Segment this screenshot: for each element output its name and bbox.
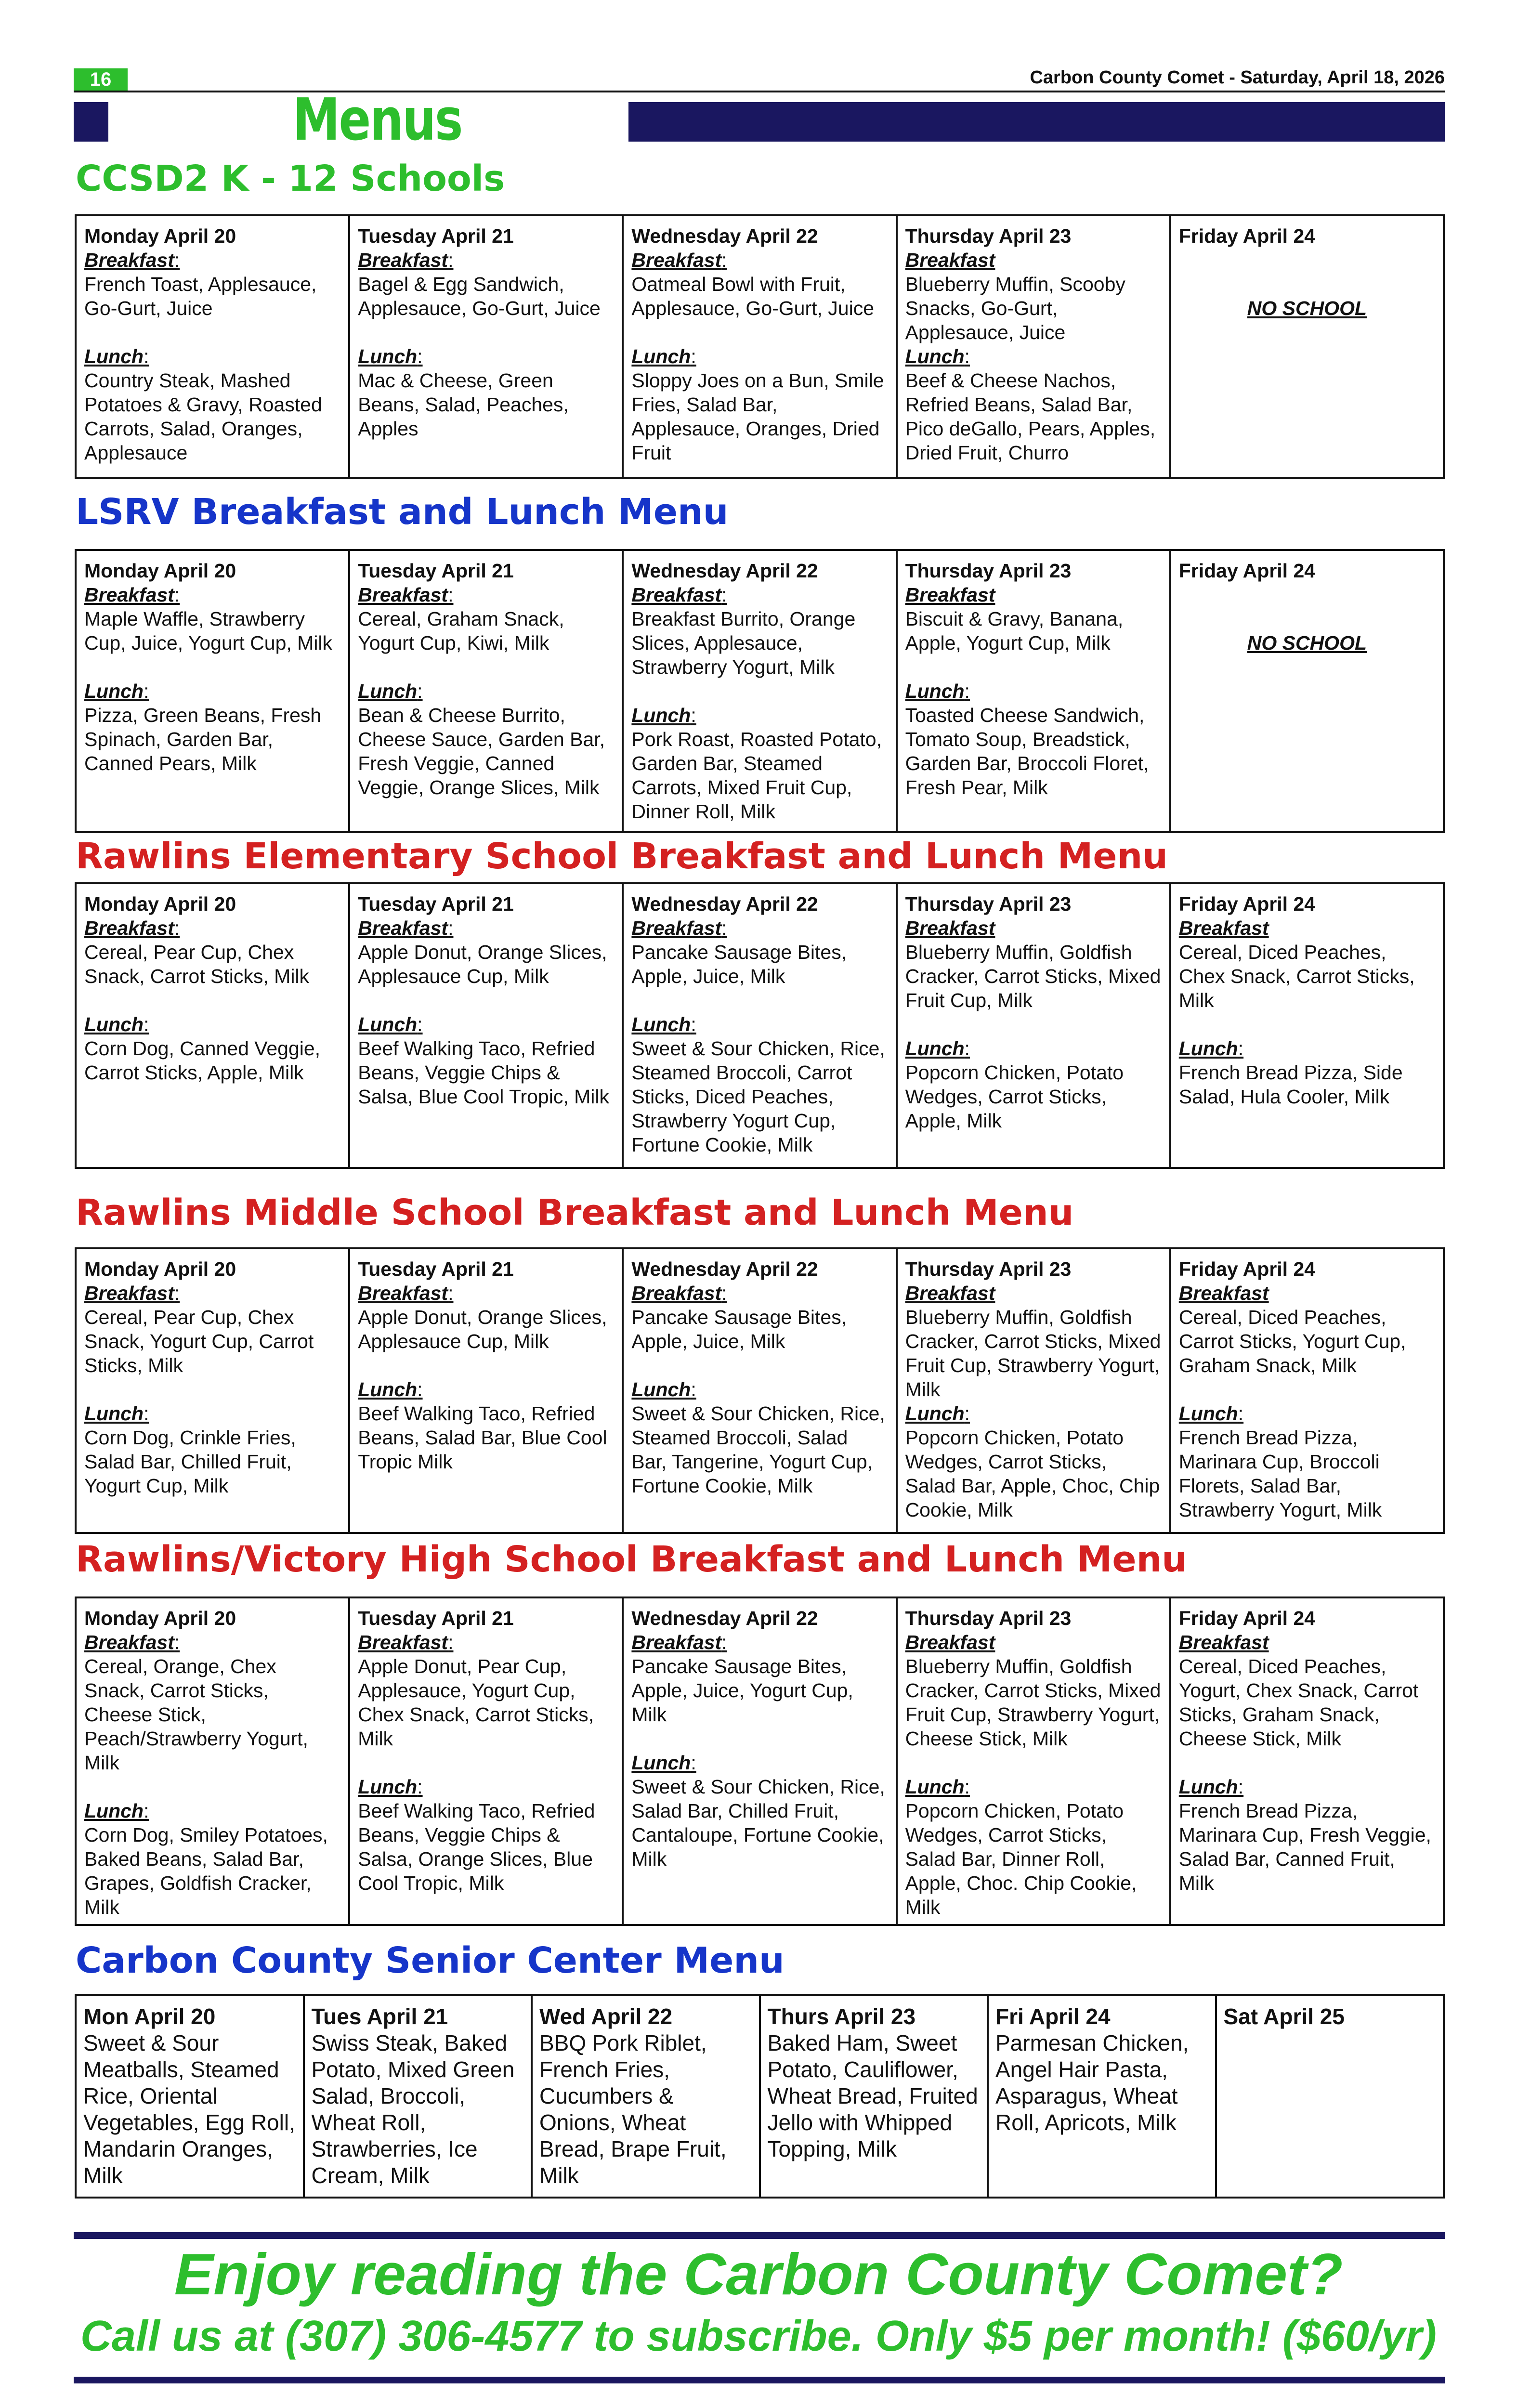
day-heading: Wednesday April 22 [631,560,818,582]
day-cell [1170,883,1444,1168]
lunch-label-text: Lunch [905,1402,965,1425]
day-heading: Tuesday April 21 [358,1258,514,1280]
breakfast-label [358,916,614,940]
senior-day-heading [83,2003,296,2030]
lunch-label-text: Lunch [905,345,965,367]
senior-day-cell [988,1995,1216,2198]
breakfast-label-text: Breakfast [905,917,995,939]
breakfast-label [358,583,614,607]
breakfast-items: Cereal, Graham Snack, Yogurt Cup, Kiwi, Milk [358,608,564,654]
day-heading: Wednesday April 22 [631,893,818,915]
lunch-items: Country Steak, Mashed Potatoes & Gravy, Roasted Carrots, Salad, Oranges, Applesauce [84,369,322,464]
breakfast-label-text: Breakfast [358,584,448,606]
breakfast-items: Cereal, Pear Cup, Chex Snack, Yogurt Cup, Carrot Sticks, Milk [84,1306,314,1376]
section-title-ccsd2: CCSD2 K - 12 Schools [76,158,505,199]
day-heading: Friday April 24 [1178,1258,1316,1280]
lunch-label-text: Lunch [84,680,144,702]
promo-rule-top [74,2232,1445,2239]
day-cell [1170,215,1444,478]
lunch-label: Lunch: [358,680,423,702]
day-cell [1170,550,1444,832]
day-heading: Wednesday April 22 [631,1607,818,1629]
day-heading: Monday April 20 [84,1258,236,1280]
breakfast-label-text: Breakfast [631,1631,722,1653]
breakfast-items: Blueberry Muffin, Goldfish Cracker, Carrot Sticks, Mixed Fruit Cup, Strawberry Yogurt, Cheese Stick, Milk [905,1655,1161,1750]
lunch-label-text: Lunch [631,1013,691,1035]
day-heading: Friday April 24 [1178,1607,1316,1629]
no-school-note: NO SCHOOL [1247,297,1367,319]
menu-table-ccsd2 [75,214,1445,479]
spacer [84,320,340,344]
lunch-label: Lunch: [631,1013,696,1035]
promo-headline: Enjoy reading the Carbon County Comet? [174,2241,1343,2307]
section-title-rawlins-middle: Rawlins Middle School Breakfast and Lunch Menu [76,1192,1074,1233]
breakfast-label [905,583,1162,607]
breakfast-label-sep: : [721,1282,727,1304]
lunch-label: Lunch: [631,345,696,367]
senior-menu-items: Baked Ham, Sweet Potato, Cauliflower, Wheat Bread, Fruited Jello with Whipped Topping, Milk [767,2030,978,2161]
breakfast-items: Maple Waffle, Strawberry Cup, Juice, Yogurt Cup, Milk [84,608,333,654]
day-cell [623,550,896,832]
lunch-label-text: Lunch [84,1402,144,1425]
breakfast-label-text: Breakfast [1178,917,1269,939]
spacer [358,988,614,1012]
spacer [631,320,888,344]
breakfast-label-sep: : [174,249,180,271]
senior-day-heading [312,2003,524,2030]
day-cell [623,1248,896,1533]
breakfast-items: French Toast, Applesauce, Go-Gurt, Juice [84,273,317,319]
spacer [905,1751,1162,1775]
spacer [1179,1377,1435,1401]
menu-row [76,1995,1444,2198]
breakfast-items: Apple Donut, Orange Slices, Applesauce Cup, Milk [358,941,607,987]
day-cell [349,883,623,1168]
senior-day-date: April 20 [134,2004,216,2029]
lunch-label: Lunch: [84,1800,149,1822]
day-cell [623,883,896,1168]
day-heading: Tuesday April 21 [358,225,514,247]
menu-table-senior-center [75,1994,1445,2199]
lunch-label: Lunch: [631,1752,696,1774]
lunch-label-text: Lunch [1178,1402,1238,1425]
day-cell [76,1248,349,1533]
lunch-label: Lunch: [84,345,149,367]
senior-menu-items: Swiss Steak, Baked Potato, Mixed Green Salad, Broccoli, Wheat Roll, Strawberries, Ice Cream, Milk [311,2030,515,2188]
spacer [631,988,888,1012]
breakfast-label [905,916,1162,940]
senior-day-name: Fri [995,2004,1024,2029]
day-cell [349,550,623,832]
breakfast-items: Blueberry Muffin, Scooby Snacks, Go-Gurt, Applesauce, Juice [905,273,1125,343]
day-cell [76,550,349,832]
lunch-items: Mac & Cheese, Green Beans, Salad, Peaches, Apples [358,369,569,440]
senior-menu-items: Sweet & Sour Meatballs, Steamed Rice, Oriental Vegetables, Egg Roll, Mandarin Oranges, Milk [83,2030,295,2188]
lunch-label-text: Lunch [631,704,691,726]
promo-subscribe-line: Call us at (307) 306-4577 to subscribe. Only $5 per month! ($60/yr) [80,2312,1437,2360]
section-title-senior-center: Carbon County Senior Center Menu [76,1940,785,1981]
lunch-items: Corn Dog, Smiley Potatoes, Baked Beans, Salad Bar, Grapes, Goldfish Cracker, Milk [84,1824,328,1918]
senior-day-cell [760,1995,988,2198]
lunch-label-text: Lunch [84,1800,144,1822]
breakfast-label [631,916,888,940]
lunch-label-text: Lunch [905,1037,965,1060]
lunch-label-text: Lunch [905,680,965,702]
senior-day-heading [768,2003,981,2030]
spacer [905,655,1162,679]
no-school-note: NO SCHOOL [1247,632,1367,654]
breakfast-label-sep: : [721,1631,727,1653]
spacer [358,1751,614,1775]
promo-rule-bottom [74,2377,1445,2383]
breakfast-items: Oatmeal Bowl with Fruit, Applesauce, Go-Gurt, Juice [631,273,875,319]
lunch-label: Lunch: [358,1013,423,1035]
senior-day-name: Wed [539,2004,586,2029]
breakfast-label-text: Breakfast [631,1282,722,1304]
day-cell [897,1597,1170,1925]
lunch-items: French Bread Pizza, Marinara Cup, Broccoli Florets, Salad Bar, Strawberry Yogurt, Milk [1178,1426,1382,1521]
lunch-items: Bean & Cheese Burrito, Cheese Sauce, Garden Bar, Fresh Veggie, Canned Veggie, Orange Slices, Milk [358,704,605,798]
spacer [631,679,888,703]
breakfast-items: Bagel & Egg Sandwich, Applesauce, Go-Gurt, Juice [358,273,601,319]
breakfast-label-sep: : [174,1631,180,1653]
breakfast-label [905,248,1162,272]
senior-day-date: April 22 [591,2004,673,2029]
menu-table-rawlins-elementary [75,882,1445,1169]
breakfast-label [1179,916,1435,940]
spacer [84,655,340,679]
section-title-rawlins-elementary: Rawlins Elementary School Breakfast and Lunch Menu [76,836,1168,877]
lunch-label: Lunch: [358,1776,423,1798]
lunch-items: Toasted Cheese Sandwich, Tomato Soup, Breadstick, Garden Bar, Broccoli Floret, Fresh Pear, Milk [905,704,1149,798]
breakfast-label [84,583,340,607]
lunch-items: French Bread Pizza, Marinara Cup, Fresh Veggie, Salad Bar, Canned Fruit, Milk [1178,1800,1431,1894]
lunch-items: Popcorn Chicken, Potato Wedges, Carrot Sticks, Salad Bar, Apple, Choc, Chip Cookie, Milk [905,1426,1160,1521]
menu-row [76,1248,1444,1533]
senior-menu-items: Parmesan Chicken, Angel Hair Pasta, Asparagus, Wheat Roll, Apricots, Milk [995,2030,1189,2135]
lunch-label-text: Lunch [1178,1037,1238,1060]
day-cell [897,883,1170,1168]
lunch-label: Lunch: [905,680,970,702]
breakfast-label-text: Breakfast [905,1282,995,1304]
day-heading: Monday April 20 [84,893,236,915]
lunch-label-text: Lunch [358,1776,418,1798]
day-heading: Thursday April 23 [905,560,1072,582]
breakfast-label-text: Breakfast [1178,1631,1269,1653]
lunch-label: Lunch: [631,1378,696,1400]
spacer [84,1377,340,1401]
menu-table-lsrv [75,549,1445,833]
breakfast-label-sep: : [448,1282,454,1304]
senior-day-heading [995,2003,1208,2030]
day-heading: Monday April 20 [84,225,236,247]
breakfast-label-sep: : [448,249,454,271]
spacer [84,988,340,1012]
lunch-label-text: Lunch [631,1378,691,1400]
day-cell [897,1248,1170,1533]
senior-day-date: April 21 [366,2004,448,2029]
breakfast-items: Cereal, Diced Peaches, Carrot Sticks, Yogurt Cup, Graham Snack, Milk [1178,1306,1406,1376]
lunch-items: Beef Walking Taco, Refried Beans, Veggie Chips & Salsa, Blue Cool Tropic, Milk [358,1037,609,1108]
lunch-label: Lunch: [905,345,970,367]
spacer [84,1775,340,1799]
breakfast-label-sep: : [174,584,180,606]
header-block-left [74,102,108,142]
breakfast-label [905,1630,1162,1654]
breakfast-items: Biscuit & Gravy, Banana, Apple, Yogurt Cup, Milk [905,608,1124,654]
breakfast-label-text: Breakfast [84,1631,174,1653]
breakfast-label [1179,1281,1435,1305]
day-heading: Monday April 20 [84,1607,236,1629]
lunch-label: Lunch: [358,1378,423,1400]
page-title: Menus [293,87,462,154]
breakfast-items: Apple Donut, Pear Cup, Applesauce, Yogurt Cup, Chex Snack, Carrot Sticks, Milk [358,1655,594,1750]
lunch-items: Sweet & Sour Chicken, Rice, Steamed Broccoli, Salad Bar, Tangerine, Yogurt Cup, Fortune Cookie, Milk [631,1402,885,1497]
day-heading: Tuesday April 21 [358,893,514,915]
lunch-label-text: Lunch [358,680,418,702]
breakfast-label-text: Breakfast [358,1631,448,1653]
breakfast-items: Cereal, Orange, Chex Snack, Carrot Sticks, Cheese Stick, Peach/Strawberry Yogurt, Milk [84,1655,308,1774]
senior-day-name: Sat [1223,2004,1258,2029]
senior-day-name: Tues [311,2004,362,2029]
breakfast-label [1179,1630,1435,1654]
lunch-items: Pizza, Green Beans, Fresh Spinach, Garden Bar, Canned Pears, Milk [84,704,322,774]
breakfast-label-text: Breakfast [1178,1282,1269,1304]
senior-day-date: April 24 [1029,2004,1111,2029]
menu-table-rawlins-victory-high [75,1597,1445,1926]
day-cell [349,215,623,478]
lunch-label: Lunch: [905,1776,970,1798]
breakfast-label-text: Breakfast [905,584,995,606]
breakfast-label-sep: : [721,584,727,606]
day-heading: Thursday April 23 [905,893,1072,915]
breakfast-label-text: Breakfast [631,249,722,271]
day-heading: Friday April 24 [1178,893,1316,915]
breakfast-label [631,1281,888,1305]
lunch-label-text: Lunch [631,1752,691,1774]
lunch-label-text: Lunch [1178,1776,1238,1798]
lunch-label: Lunch: [631,704,696,726]
spacer [631,1727,888,1751]
menu-row [76,883,1444,1168]
lunch-items: Sweet & Sour Chicken, Rice, Steamed Broccoli, Carrot Sticks, Diced Peaches, Strawberry Yogurt Cup, Fortune Cookie, Milk [631,1037,885,1156]
breakfast-label [358,248,614,272]
senior-day-name: Mon [83,2004,129,2029]
breakfast-label-sep: : [448,917,454,939]
day-cell [76,883,349,1168]
day-heading: Wednesday April 22 [631,1258,818,1280]
senior-day-cell [532,1995,760,2198]
lunch-items: Beef & Cheese Nachos, Refried Beans, Salad Bar, Pico deGallo, Pears, Apples, Dried Fruit, Churro [905,369,1156,464]
lunch-label: Lunch: [1178,1037,1244,1060]
breakfast-label [631,248,888,272]
spacer [1179,1012,1435,1036]
lunch-label-text: Lunch [84,1013,144,1035]
breakfast-label-text: Breakfast [631,584,722,606]
lunch-items: Beef Walking Taco, Refried Beans, Salad Bar, Blue Cool Tropic Milk [358,1402,607,1473]
breakfast-label-text: Breakfast [84,249,174,271]
breakfast-label [905,1281,1162,1305]
breakfast-label [358,1630,614,1654]
breakfast-label-text: Breakfast [84,584,174,606]
day-cell [349,1248,623,1533]
breakfast-items: Pancake Sausage Bites, Apple, Juice, Milk [631,941,847,987]
senior-day-cell [304,1995,532,2198]
breakfast-label [84,248,340,272]
lunch-items: Pork Roast, Roasted Potato, Garden Bar, Steamed Carrots, Mixed Fruit Cup, Dinner Roll, Milk [631,728,882,823]
senior-menu-items: BBQ Pork Riblet, French Fries, Cucumbers & Onions, Wheat Bread, Brape Fruit, Milk [539,2030,727,2188]
menu-row [76,550,1444,832]
breakfast-label [84,916,340,940]
day-cell [897,215,1170,478]
day-heading: Wednesday April 22 [631,225,818,247]
menu-table-rawlins-middle [75,1247,1445,1534]
breakfast-label-text: Breakfast [84,1282,174,1304]
day-cell [623,1597,896,1925]
breakfast-label-text: Breakfast [631,917,722,939]
breakfast-label-sep: : [721,917,727,939]
day-cell [1170,1248,1444,1533]
breakfast-label-sep: : [174,1282,180,1304]
day-cell [623,215,896,478]
breakfast-label-text: Breakfast [358,249,448,271]
breakfast-items: Cereal, Diced Peaches, Chex Snack, Carrot Sticks, Milk [1178,941,1415,1011]
day-cell [897,550,1170,832]
section-title-rawlins-victory-high: Rawlins/Victory High School Breakfast and Lunch Menu [76,1539,1187,1580]
lunch-label: Lunch: [84,1402,149,1425]
breakfast-items: Cereal, Diced Peaches, Yogurt, Chex Snack, Carrot Sticks, Graham Snack, Cheese Stick, Milk [1178,1655,1419,1750]
senior-day-date: April 23 [834,2004,916,2029]
breakfast-items: Pancake Sausage Bites, Apple, Juice, Yogurt Cup, Milk [631,1655,853,1726]
senior-day-name: Thurs [767,2004,829,2029]
breakfast-label-sep: : [174,917,180,939]
breakfast-label-text: Breakfast [905,1631,995,1653]
senior-day-date: April 25 [1263,2004,1345,2029]
breakfast-items: Blueberry Muffin, Goldfish Cracker, Carrot Sticks, Mixed Fruit Cup, Milk [905,941,1161,1011]
breakfast-label [358,1281,614,1305]
senior-day-heading [539,2003,752,2030]
lunch-label-text: Lunch [631,345,691,367]
menu-row [76,215,1444,478]
lunch-label-text: Lunch [358,345,418,367]
day-heading: Thursday April 23 [905,1258,1072,1280]
breakfast-items: Breakfast Burrito, Orange Slices, Applesauce, Strawberry Yogurt, Milk [631,608,856,678]
day-cell [76,1597,349,1925]
day-heading: Tuesday April 21 [358,1607,514,1629]
lunch-label: Lunch: [905,1037,970,1060]
lunch-label: Lunch: [84,1013,149,1035]
spacer [358,320,614,344]
breakfast-label-sep: : [721,249,727,271]
lunch-items: Sweet & Sour Chicken, Rice, Salad Bar, Chilled Fruit, Cantaloupe, Fortune Cookie, Milk [631,1776,885,1870]
breakfast-label-text: Breakfast [358,1282,448,1304]
lunch-label-text: Lunch [84,345,144,367]
lunch-label: Lunch: [84,680,149,702]
day-heading: Friday April 24 [1178,225,1316,247]
day-heading: Tuesday April 21 [358,560,514,582]
spacer [631,1353,888,1377]
lunch-items: Corn Dog, Crinkle Fries, Salad Bar, Chilled Fruit, Yogurt Cup, Milk [84,1426,296,1497]
breakfast-label-text: Breakfast [358,917,448,939]
spacer [358,1353,614,1377]
day-heading: Monday April 20 [84,560,236,582]
breakfast-items: Pancake Sausage Bites, Apple, Juice, Milk [631,1306,847,1352]
lunch-items: Sloppy Joes on a Bun, Smile Fries, Salad Bar, Applesauce, Oranges, Dried Fruit [631,369,884,464]
breakfast-items: Apple Donut, Orange Slices, Applesauce Cup, Milk [358,1306,607,1352]
day-cell [76,215,349,478]
spacer [1179,1751,1435,1775]
lunch-label: Lunch: [905,1402,970,1425]
senior-day-cell [1216,1995,1444,2198]
spacer [905,1012,1162,1036]
lunch-label: Lunch: [358,345,423,367]
page-number: 16 [74,68,128,91]
day-heading: Friday April 24 [1178,560,1316,582]
breakfast-label [631,1630,888,1654]
breakfast-label-text: Breakfast [905,249,995,271]
breakfast-label-text: Breakfast [84,917,174,939]
day-cell [349,1597,623,1925]
section-title-lsrv: LSRV Breakfast and Lunch Menu [76,491,729,533]
breakfast-items: Blueberry Muffin, Goldfish Cracker, Carrot Sticks, Mixed Fruit Cup, Strawberry Yogurt, Milk [905,1306,1161,1400]
senior-day-heading [1224,2003,1437,2030]
day-heading: Thursday April 23 [905,225,1072,247]
breakfast-items: Cereal, Pear Cup, Chex Snack, Carrot Sticks, Milk [84,941,310,987]
breakfast-label [84,1630,340,1654]
lunch-items: Beef Walking Taco, Refried Beans, Veggie Chips & Salsa, Orange Slices, Blue Cool Tropic, Milk [358,1800,595,1894]
lunch-label-text: Lunch [358,1013,418,1035]
breakfast-label [84,1281,340,1305]
lunch-label-text: Lunch [358,1378,418,1400]
header-rule [74,91,1445,92]
lunch-items: Popcorn Chicken, Potato Wedges, Carrot Sticks, Apple, Milk [905,1061,1124,1132]
day-heading: Thursday April 23 [905,1607,1072,1629]
breakfast-label [631,583,888,607]
lunch-items: Popcorn Chicken, Potato Wedges, Carrot Sticks, Salad Bar, Dinner Roll, Apple, Choc. Chip Cookie, Milk [905,1800,1137,1918]
day-cell [1170,1597,1444,1925]
lunch-label: Lunch: [1178,1776,1244,1798]
lunch-label: Lunch: [1178,1402,1244,1425]
spacer [358,655,614,679]
header-block-right [628,102,1445,142]
lunch-label-text: Lunch [905,1776,965,1798]
senior-day-cell [76,1995,304,2198]
breakfast-label-sep: : [448,584,454,606]
lunch-items: Corn Dog, Canned Veggie, Carrot Sticks, Apple, Milk [84,1037,321,1084]
menu-row [76,1597,1444,1925]
breakfast-label-sep: : [448,1631,454,1653]
lunch-items: French Bread Pizza, Side Salad, Hula Cooler, Milk [1178,1061,1403,1108]
masthead: Carbon County Comet - Saturday, April 18, 2026 [1030,67,1445,88]
